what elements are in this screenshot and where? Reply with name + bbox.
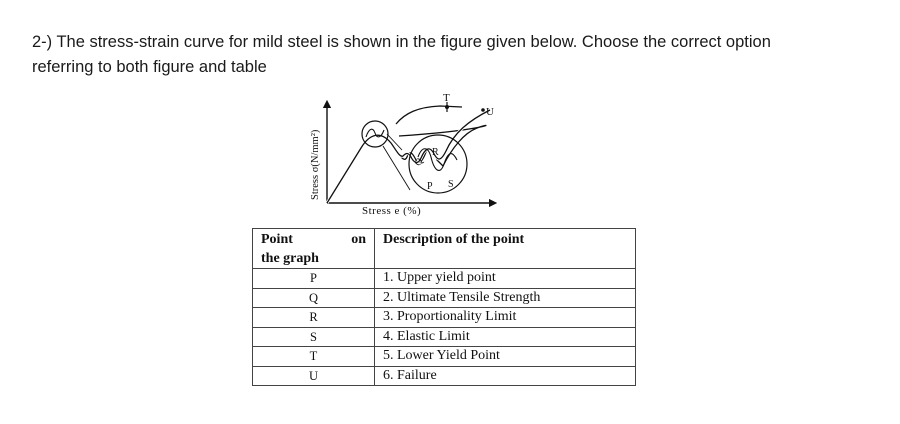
header-description-cell: Description of the point bbox=[375, 229, 636, 269]
row-point: R bbox=[253, 308, 375, 328]
table-row bbox=[253, 269, 636, 289]
row-description: 3. Proportionality Limit bbox=[375, 308, 636, 328]
point-label-t: T bbox=[443, 92, 450, 104]
question-line-2: referring to both figure and table bbox=[32, 58, 267, 76]
row-point: P bbox=[253, 269, 375, 289]
table-row bbox=[253, 308, 636, 328]
table-row bbox=[253, 366, 636, 386]
row-description: 2. Ultimate Tensile Strength bbox=[375, 288, 636, 308]
header-on-word: on bbox=[351, 232, 366, 247]
y-axis-label: Stress σ(N/mm²) bbox=[310, 129, 321, 200]
row-point: T bbox=[253, 347, 375, 367]
points-table bbox=[252, 228, 636, 386]
header-point-word: Point bbox=[261, 232, 293, 247]
row-point: S bbox=[253, 327, 375, 347]
point-label-u: U bbox=[486, 106, 494, 118]
row-description: 5. Lower Yield Point bbox=[375, 347, 636, 367]
table-header-row bbox=[253, 229, 636, 269]
header-point-cell bbox=[253, 229, 375, 269]
table-row bbox=[253, 347, 636, 367]
table-row bbox=[253, 288, 636, 308]
row-description: 4. Elastic Limit bbox=[375, 327, 636, 347]
point-u-marker bbox=[481, 108, 485, 112]
row-point: Q bbox=[253, 288, 375, 308]
point-label-s: S bbox=[448, 179, 454, 190]
table-row bbox=[253, 327, 636, 347]
x-axis-label: Stress e (%) bbox=[362, 205, 422, 217]
row-description: 6. Failure bbox=[375, 366, 636, 386]
point-label-p: P bbox=[427, 181, 433, 192]
point-label-r: R bbox=[432, 147, 439, 158]
point-label-q: Q bbox=[412, 156, 426, 169]
row-description: 1. Upper yield point bbox=[375, 269, 636, 289]
row-point: U bbox=[253, 366, 375, 386]
header-graph-word: the graph bbox=[261, 251, 319, 266]
question-line-1: 2-) The stress-strain curve for mild steel is shown in the figure given below. Choose the correct option bbox=[32, 33, 771, 51]
